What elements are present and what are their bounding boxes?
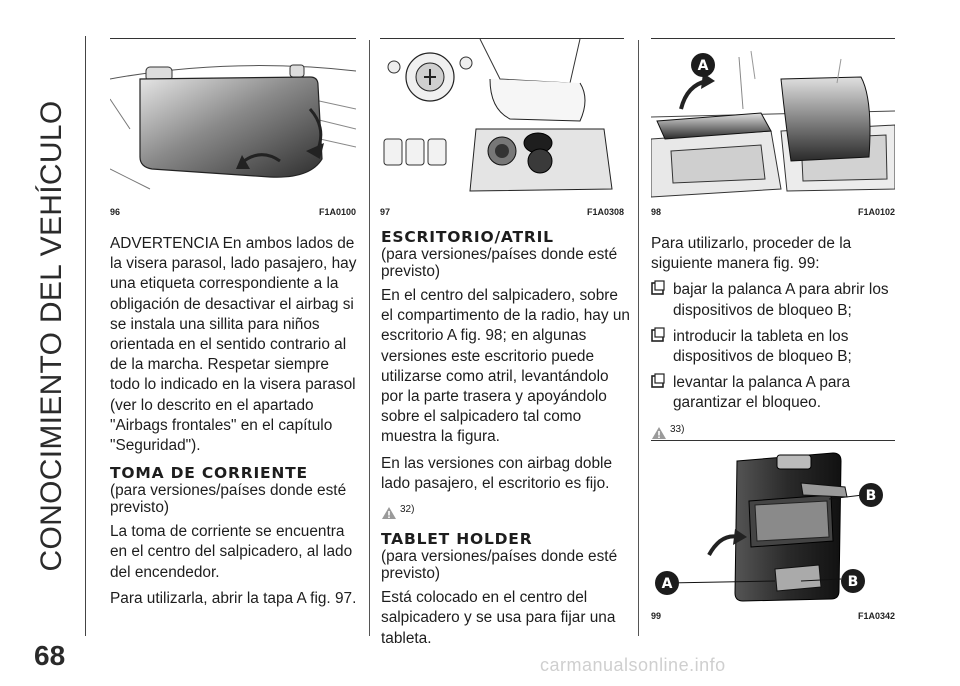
warning-reference: 32) <box>381 500 631 520</box>
column-2 <box>381 228 631 655</box>
tablet-holder-illustration <box>651 441 895 603</box>
column-divider <box>638 40 639 636</box>
list-item: bajar la palanca A para abrir los dispositivos de bloqueo B; <box>651 280 901 320</box>
figure-number: 96 <box>110 207 121 217</box>
column-divider <box>369 40 370 636</box>
power-socket-illustration <box>380 39 624 199</box>
label-a: A <box>697 58 709 74</box>
section-heading-tablet: TABLET HOLDER <box>381 530 533 549</box>
desk-illustration <box>651 39 895 199</box>
bullet-box-icon <box>651 280 665 295</box>
section-subtitle: (para versiones/países donde esté previsto) <box>110 482 347 517</box>
advertencia-paragraph: ADVERTENCIA En ambos lados de la visera parasol, lado pasajero, hay una etiqueta correspondiente a la obligación de desactivar el airbag si se instala una sillita para niños orientada en el sentido contrario al de la marcha. Respetar siempre todo lo indicado en la visera parasol (ver lo descrito en el apartado "Airbags frontales" en el capítulo "Seguridad"). <box>110 235 357 455</box>
figure-code: F1A0308 <box>586 207 624 217</box>
list-item: introducir la tableta en los dispositivos de bloqueo B; <box>651 327 901 367</box>
figure-number: 98 <box>651 207 662 217</box>
watermark-footer: carmanualsonline.info <box>540 655 726 675</box>
section-heading-toma: TOMA DE CORRIENTE <box>110 464 308 483</box>
paragraph: Para utilizarlo, proceder de la siguiente manera fig. 99: <box>651 235 852 273</box>
warning-triangle-icon <box>651 426 667 440</box>
figure-code: F1A0342 <box>857 611 895 621</box>
bullet-box-icon <box>651 327 665 342</box>
figure-97 <box>380 38 624 217</box>
chapter-title: CONOCIMIENTO DEL VEHÍCULO <box>35 100 68 572</box>
figure-code: F1A0100 <box>318 207 356 217</box>
column-3 <box>651 234 901 450</box>
warning-triangle-icon <box>381 506 397 520</box>
section-heading-escritorio: ESCRITORIO/ATRIL <box>381 228 554 246</box>
page-number: 68 <box>34 640 66 671</box>
figure-number: 97 <box>380 207 391 217</box>
label-b: B <box>847 574 859 590</box>
sun-visor-illustration <box>110 39 356 199</box>
chapter-rule <box>85 36 86 636</box>
paragraph: En el centro del salpicadero, sobre el compartimento de la radio, hay un escritorio A fig. 98; en algunas versiones este escritorio puede utilizarse como atril, levantándolo por la parte trasera y apoyándolo sobre el salpicadero tal como muestra la figura. <box>381 287 630 446</box>
label-b: B <box>865 488 877 504</box>
paragraph: Para utilizarla, abrir la tapa A fig. 97. <box>110 589 357 607</box>
label-a: A <box>661 576 673 592</box>
paragraph: En las versiones con airbag doble lado pasajero, el escritorio es fijo. <box>381 454 613 492</box>
column-1 <box>110 234 360 615</box>
bullet-box-icon <box>651 373 665 388</box>
paragraph: Está colocado en el centro del salpicadero y se usa para fijar una tableta. <box>381 589 616 647</box>
list-item: levantar la palanca A para garantizar el bloqueo. <box>651 373 901 413</box>
section-subtitle: (para versiones/países donde esté previsto) <box>381 548 618 583</box>
figure-99 <box>651 440 895 621</box>
figure-code: F1A0102 <box>857 207 895 217</box>
figure-number: 99 <box>651 611 662 621</box>
section-subtitle: (para versiones/países donde esté previsto) <box>381 246 618 280</box>
figure-96 <box>110 38 356 217</box>
figure-98 <box>651 38 895 217</box>
paragraph: La toma de corriente se encuentra en el centro del salpicadero, al lado del encendedor. <box>110 523 353 581</box>
warning-reference: 33) <box>651 420 901 440</box>
